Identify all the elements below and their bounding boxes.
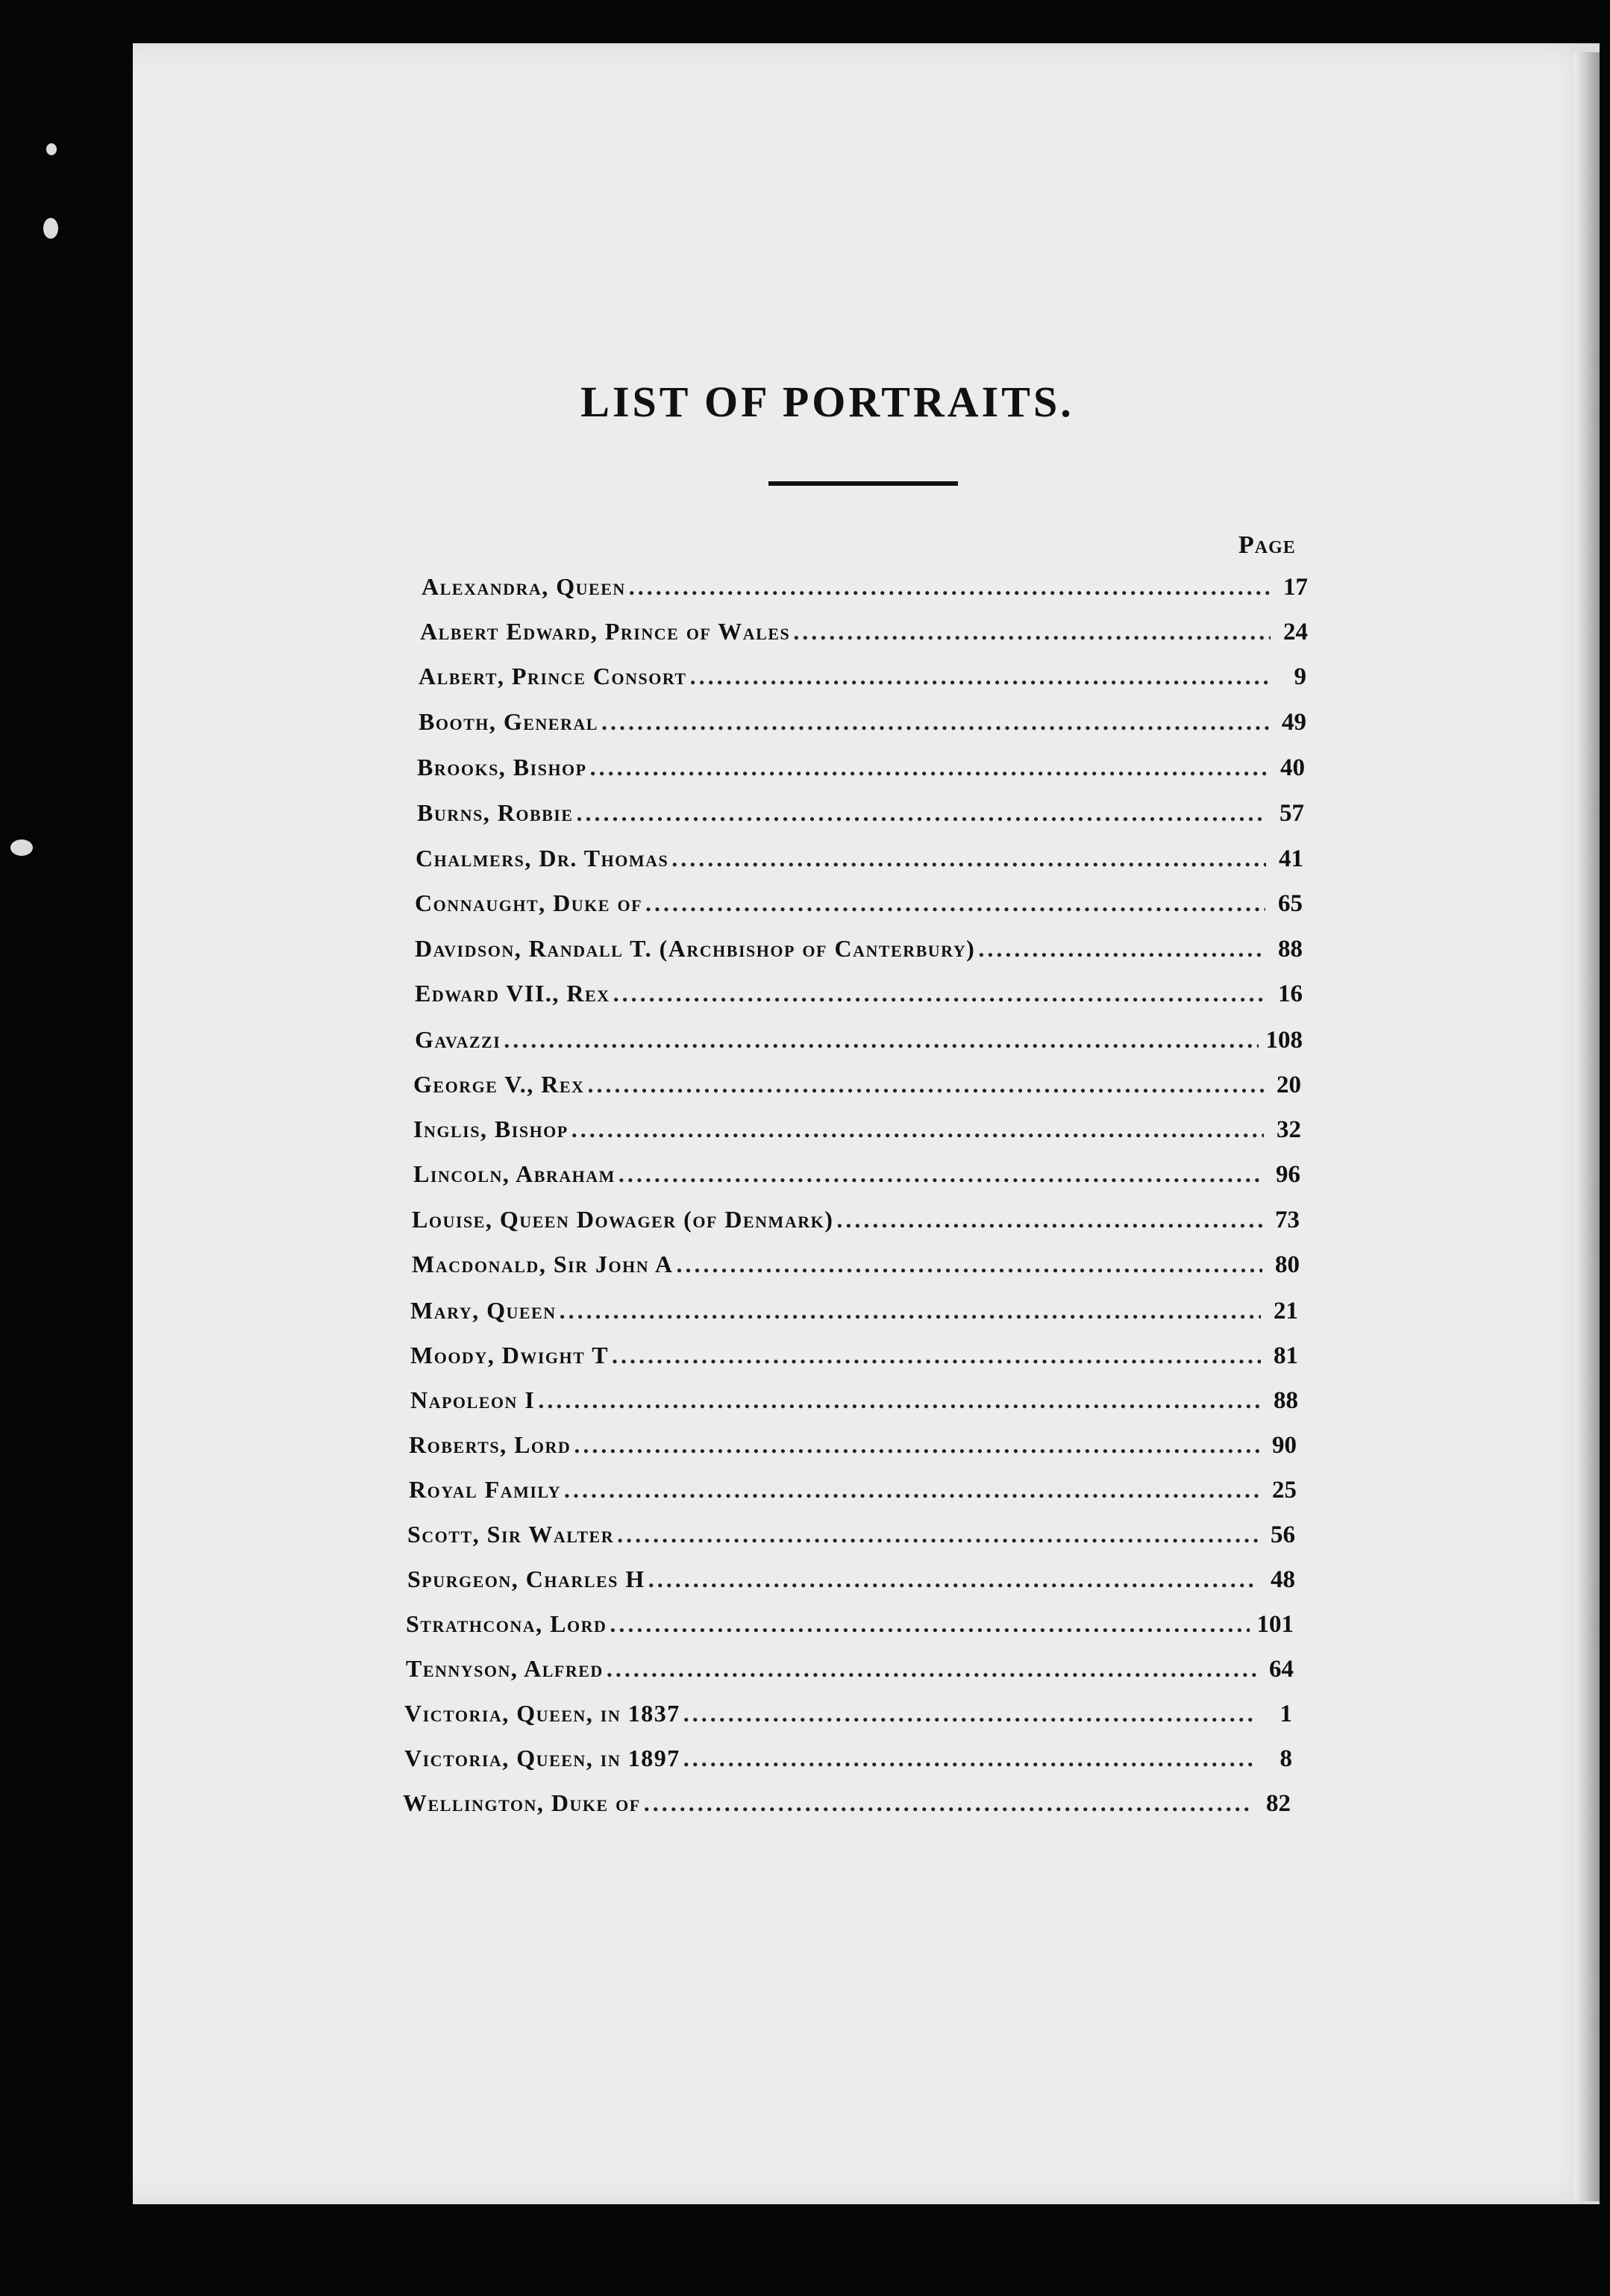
list-item	[422, 573, 1308, 609]
leader-dots	[629, 573, 1271, 601]
entry-page: 88	[1278, 936, 1303, 963]
entry-page: 101	[1256, 1611, 1294, 1638]
list-item	[413, 1160, 1300, 1196]
leader-dots	[607, 1655, 1256, 1683]
entry-name: Louise, Queen Dowager (of Denmark)	[412, 1206, 834, 1233]
entry-name: Inglis, Bishop	[413, 1116, 568, 1142]
entry-name: Royal Family	[409, 1476, 561, 1503]
entry-name: Mary, Queen	[410, 1297, 557, 1324]
list-item	[409, 1476, 1297, 1512]
list-item	[415, 980, 1303, 1016]
entry-page: 73	[1275, 1207, 1300, 1233]
entry-name: Davidson, Randall T. (Archbishop of Canterbury)	[415, 935, 976, 962]
leader-dots	[648, 1565, 1258, 1593]
entry-page: 41	[1279, 845, 1303, 872]
leader-dots	[978, 935, 1265, 963]
entry-name: Albert, Prince Consort	[419, 663, 687, 689]
list-item	[407, 1521, 1295, 1557]
entry-page: 96	[1276, 1161, 1300, 1188]
leader-dots	[618, 1160, 1263, 1188]
entry-name: Lincoln, Abraham	[413, 1160, 616, 1187]
leader-dots	[564, 1476, 1259, 1504]
entry-name: Scott, Sir Walter	[407, 1521, 615, 1548]
entry-name: Albert Edward, Prince of Wales	[420, 618, 791, 645]
entry-page: 8	[1279, 1745, 1292, 1772]
list-item	[410, 1342, 1298, 1377]
list-item	[403, 1789, 1291, 1825]
leader-dots	[590, 754, 1268, 781]
list-item	[404, 1745, 1292, 1780]
entry-page: 20	[1277, 1072, 1301, 1098]
entry-page: 24	[1283, 619, 1308, 645]
entry-page: 9	[1294, 663, 1306, 690]
entry-page: 56	[1271, 1521, 1295, 1548]
list-item	[410, 1386, 1298, 1422]
entry-page: 64	[1269, 1656, 1294, 1683]
entry-name: Edward VII., Rex	[415, 980, 610, 1007]
entry-page: 108	[1265, 1027, 1303, 1054]
leader-dots	[574, 1431, 1259, 1459]
entry-page: 40	[1280, 754, 1305, 781]
list-item	[406, 1610, 1294, 1646]
list-item	[412, 1251, 1300, 1286]
leader-dots	[617, 1521, 1258, 1548]
entry-name: Chalmers, Dr. Thomas	[416, 845, 669, 872]
leader-dots	[645, 889, 1265, 917]
list-item	[415, 935, 1303, 971]
entry-name: Alexandra, Queen	[422, 573, 626, 600]
list-item	[409, 1431, 1297, 1467]
leader-dots	[560, 1297, 1261, 1324]
list-item	[410, 1297, 1298, 1333]
leader-dots	[677, 1251, 1262, 1278]
entry-name: Victoria, Queen, in 1897	[404, 1745, 680, 1771]
leader-dots	[601, 708, 1269, 736]
list-item	[417, 754, 1305, 789]
entry-page: 21	[1274, 1298, 1298, 1324]
list-item	[413, 1071, 1301, 1107]
entry-page: 57	[1279, 800, 1304, 827]
entry-name: Tennyson, Alfred	[406, 1655, 604, 1682]
entry-page: 49	[1282, 709, 1306, 736]
list-item	[407, 1565, 1295, 1601]
list-item	[415, 889, 1303, 925]
list-item	[412, 1206, 1300, 1242]
leader-dots	[612, 1342, 1261, 1369]
entry-name: Victoria, Queen, in 1837	[404, 1700, 680, 1727]
list-item	[416, 845, 1303, 880]
list-item	[419, 663, 1306, 698]
entry-name: Brooks, Bishop	[417, 754, 587, 781]
list-item	[413, 1116, 1301, 1151]
entry-name: Spurgeon, Charles H	[407, 1565, 645, 1592]
entry-page: 48	[1271, 1566, 1295, 1593]
entry-name: Strathcona, Lord	[406, 1610, 607, 1637]
leader-dots	[610, 1610, 1249, 1638]
entry-page: 65	[1278, 890, 1303, 917]
leader-dots	[571, 1116, 1264, 1143]
entry-name: Moody, Dwight T	[410, 1342, 610, 1368]
list-item	[417, 799, 1304, 835]
list-item	[415, 1026, 1303, 1062]
entry-page: 32	[1277, 1116, 1301, 1143]
entry-name: Roberts, Lord	[409, 1431, 571, 1458]
leader-dots	[793, 618, 1271, 645]
entry-page: 1	[1279, 1701, 1292, 1727]
entry-name: Booth, General	[419, 708, 598, 735]
leader-dots	[504, 1026, 1258, 1054]
leader-dots	[690, 663, 1269, 690]
leader-dots	[683, 1700, 1255, 1727]
entry-name: Gavazzi	[415, 1026, 501, 1053]
entry-name: Napoleon I	[410, 1386, 536, 1413]
entry-name: Burns, Robbie	[417, 799, 574, 826]
entry-page: 88	[1274, 1387, 1298, 1414]
entry-name: George V., Rex	[413, 1071, 585, 1098]
leader-dots	[613, 980, 1265, 1007]
leader-dots	[577, 799, 1267, 827]
list-item	[406, 1655, 1294, 1691]
entry-page: 81	[1274, 1342, 1298, 1369]
leader-dots	[587, 1071, 1264, 1098]
leader-dots	[671, 845, 1266, 872]
entry-name: Macdonald, Sir John A	[412, 1251, 674, 1277]
entry-page: 17	[1283, 574, 1308, 601]
entry-page: 82	[1266, 1790, 1291, 1817]
entry-name: Connaught, Duke of	[415, 889, 643, 916]
entry-page: 90	[1272, 1432, 1297, 1459]
page-column-header: Page	[1238, 531, 1296, 559]
list-item	[419, 708, 1306, 744]
leader-dots	[538, 1386, 1261, 1414]
list-item	[420, 618, 1308, 654]
leader-dots	[683, 1745, 1255, 1772]
page-title: LIST OF PORTRAITS.	[580, 378, 1074, 426]
list-item	[404, 1700, 1292, 1736]
entry-page: 80	[1275, 1251, 1300, 1278]
leader-dots	[836, 1206, 1262, 1233]
entry-page: 25	[1272, 1477, 1297, 1504]
entry-name: Wellington, Duke of	[403, 1789, 641, 1816]
leader-dots	[644, 1789, 1253, 1817]
entry-page: 16	[1278, 980, 1303, 1007]
